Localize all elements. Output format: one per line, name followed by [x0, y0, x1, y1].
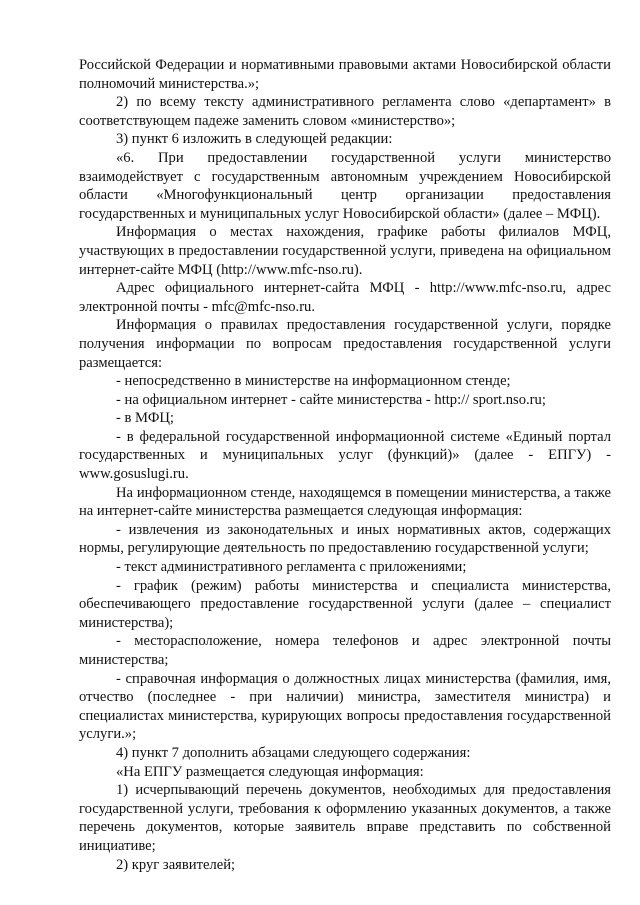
paragraph-5: Информация о местах нахождения, графике работы филиалов МФЦ, участвующих в предоставлении государственной услуги, приведена на официальном интернет-сайте МФЦ (http://www.mfc-nso.ru).	[79, 224, 611, 278]
paragraph-1: Российской Федерации и нормативными правовыми актами Новосибирской области полномочий министерства.»;	[79, 57, 611, 92]
list-item-1: - непосредственно в министерстве на информационном стенде;	[116, 373, 511, 390]
list-item-4: - в федеральной государственной информационной системе «Единый портал государственных и муниципальных услуг (функций)» (далее - ЕПГУ) - www.gosuslugi.ru.	[79, 428, 611, 483]
paragraph-6: Адрес официального интернет-сайта МФЦ - http://www.mfc-nso.ru, адрес электронной почты - mfc@mfc-nso.ru.	[79, 280, 611, 315]
paragraph-10: «На ЕПГУ размещается следующая информация:	[116, 763, 424, 780]
paragraph-2: 2) по всему тексту административного регламента слово «департамент» в соответствующем падеже заменить словом «министерство»;	[79, 94, 611, 129]
list-item-6: - текст административного регламента с приложениями;	[116, 559, 467, 576]
list-item-7: - график (режим) работы министерства и специалиста министерства, обеспечивающего предоставление государственной услуги (далее – специалист министерства);	[79, 577, 611, 631]
list-item-8: - месторасположение, номера телефонов и адрес электронной почты министерства;	[79, 633, 611, 668]
document-page	[79, 56, 611, 874]
paragraph-4: «6. При предоставлении государственной услуги министерство взаимодействует с государственным автономным учреждением Новосибирской области «Многофункциональный центр организации предоставления государственных и муниципальных услуг Новосибирской области» (далее – МФЦ).	[79, 149, 611, 222]
paragraph-3: 3) пункт 6 изложить в следующей редакции:	[116, 131, 393, 148]
list-item-2: - на официальном интернет - сайте министерства - http:// sport.nso.ru;	[116, 391, 546, 408]
list-item-5: - извлечения из законодательных и иных нормативных актов, содержащих нормы, регулирующие деятельность по предоставлению государственной услуги;	[79, 521, 611, 557]
list-item-9: - справочная информация о должностных лицах министерства (фамилия, имя, отчество (последнее - при наличии) министра, заместителя министра) и специалистах министерства, курирующих вопросы предоставления государственной услуги.»;	[79, 670, 611, 743]
paragraph-8: На информационном стенде, находящемся в помещении министерства, а также на интернет-сайте министерства размещается следующая информация:	[79, 484, 611, 520]
paragraph-7: Информация о правилах предоставления государственной услуги, порядке получения информации по вопросам предоставления государственной услуги размещается:	[79, 317, 611, 371]
numbered-item-1: 1) исчерпывающий перечень документов, необходимых для предоставления государственной услуги, требования к оформлению указанных документов, а также перечень документов, которые заявитель вправе представить по собственной инициативе;	[79, 782, 611, 854]
paragraph-9: 4) пункт 7 дополнить абзацами следующего содержания:	[116, 744, 471, 761]
numbered-item-2: 2) круг заявителей;	[116, 856, 236, 873]
list-item-3: - в МФЦ;	[116, 410, 174, 427]
